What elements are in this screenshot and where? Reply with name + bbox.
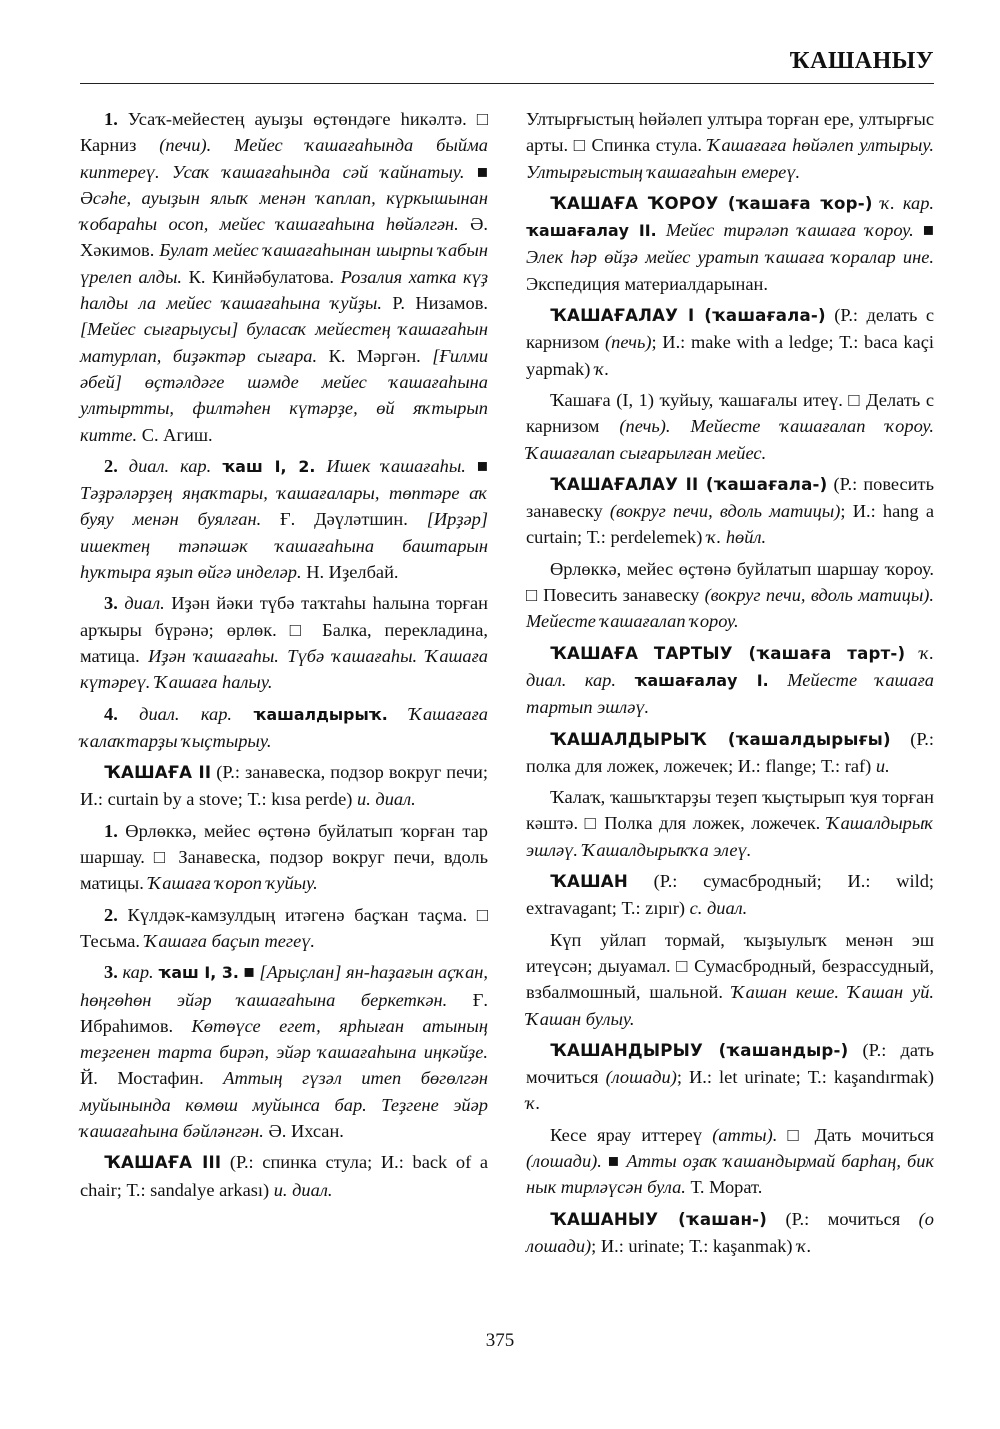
entry-paragraph <box>526 1206 934 1260</box>
text-run <box>616 670 635 690</box>
italic-run: и. диал. <box>273 1179 333 1200</box>
italic-run: ҡ. <box>526 1093 541 1114</box>
text-run <box>769 670 788 690</box>
sense-number: 2. <box>104 455 118 476</box>
italic-run: (печи). Мейес ҡашағаһында быйма киптереү. Усаҡ ҡашағаһында сәй ҡайнатыу. <box>80 135 488 182</box>
headword: ҠАШАЛДЫРЫҠ (ҡашалдырығы) <box>550 729 891 749</box>
italic-run: [Мейес сығарыусы] буласаҡ мейестең ҡашағаһын матурлап, биҙәктәр сығара. <box>80 319 488 366</box>
entry-paragraph <box>80 902 488 955</box>
headword: ҠАШАНДЫРЫУ (ҡашандыр-) <box>550 1040 849 1060</box>
entry-paragraph <box>526 640 934 721</box>
entry-paragraph <box>80 959 488 1144</box>
text-run: Экспедиция материалдарынан. <box>526 273 768 294</box>
entry-paragraph <box>526 927 934 1032</box>
text-run: Ә. Хәкимов. <box>80 214 488 261</box>
italic-run: диал. <box>117 593 165 614</box>
italic-run: [Ирҙәр] ишектең тәпәшәк ҡашағаһына баштарын һуҡтыра яҙып өйгә инделәр. <box>80 509 489 583</box>
italic-run: Ҡашан кеше. Ҡашан уй. Ҡашан булыу. <box>526 982 934 1029</box>
text-run: Өрлөккә, мейес өҫтөнә буйлатып шаршау ҡороу. □ Повесить занавеску <box>526 558 934 606</box>
entry-paragraph <box>80 818 488 897</box>
text-run: ■ <box>464 161 488 182</box>
headword: ҠАШАҒАЛАУ I (ҡашағала-) <box>550 306 826 326</box>
entry-paragraph <box>80 759 488 813</box>
cross-reference: ҡашағалау I. <box>634 670 769 690</box>
entry-paragraph <box>526 302 934 382</box>
entry-paragraph <box>80 1149 488 1203</box>
entry-paragraph <box>80 701 488 755</box>
italic-run: ҡ. <box>594 358 610 379</box>
headword: ҠАШАҒА ҠОРОУ (ҡашаға ҡор-) <box>550 193 873 213</box>
sense-number: 3. <box>104 593 118 614</box>
italic-run: и. диал. <box>357 789 416 810</box>
italic-run: Иҙән ҡашағаһы. Түбә ҡашағаһы. Ҡашаға күтәреү. Ҡашаға һалыу. <box>80 645 488 693</box>
sense-number: 3. <box>104 962 118 983</box>
text-run: (Р.: мочиться <box>767 1208 919 1229</box>
italic-run: ҡ. диал. кар. <box>526 642 934 690</box>
headword: ҠАШАҒА III <box>104 1153 222 1173</box>
text-run: (Р.: делать с карнизом <box>526 305 934 353</box>
italic-run: (атты). <box>712 1124 778 1145</box>
text-run <box>232 704 253 724</box>
sense-number: 2. <box>104 904 118 925</box>
italic-run: Ҡашалдырыҡ эшләү. Ҡашалдырыҡҡа элеү. <box>526 813 934 860</box>
text-run: (Р.: повесить занавеску <box>526 473 934 522</box>
text-run: ■ <box>601 1150 627 1171</box>
italic-run: (вокруг печи, вдоль матицы). Мейесте ҡашағалап ҡороу. <box>526 585 934 632</box>
text-run: Т. Морат. <box>685 1177 763 1198</box>
italic-run: Аттың гүзәл итеп бөгөлгән муйынында көмөш муйынса бар. Теҙгене эйәр ҡашағаһына бәйләнгән. <box>80 1068 488 1141</box>
text-run <box>388 704 409 724</box>
text-run: (Р.: сумасбродный; И.: wild; extravagant; Т.: zıpır) <box>526 871 934 919</box>
italic-run: [Арыҫлан] ян-һаҙағын аҫҡан, һөңгөһөн эйәр ҡашағаһына беркеткән. <box>80 962 488 1010</box>
text-run: К. Мәргән. <box>317 345 433 366</box>
text-run: Күлдәк-камзулдың итәгенә баҫҡан таҫма. □ Тесьма. <box>80 904 488 951</box>
italic-run: Ҡашаға ҡороп ҡуйыу. <box>148 873 318 894</box>
italic-run: Әсәһе, ауыҙын ялыҡ менән ҡаплап, күркышынан ҡобараһы осоп, мейес ҡашағаһына һөйәлгән. <box>80 187 488 235</box>
text-run: ; И.: hang a curtain; Т.: perdelemek) <box>526 501 934 548</box>
text-run: Ултырғыстың һөйәлеп ултыра торған ере, ултырғыс арты. □ Спинка стула. <box>526 109 934 156</box>
italic-run: (лошади). <box>526 1150 602 1171</box>
italic-run: Атты оҙаҡ ҡашандырмай барһаң, бик нык тирләүсән була. <box>526 1150 934 1198</box>
text-run: Усаҡ-мейестең ауыҙы өҫтөндәге һикәлтә. □ Карниз <box>80 109 488 156</box>
text-run: Ә. Ихсан. <box>263 1120 344 1141</box>
page-number: 375 <box>485 1330 515 1351</box>
italic-run: ҡ. һөйл. <box>706 527 767 548</box>
text-run: Р. Низамов. <box>382 293 488 314</box>
entry-paragraph <box>526 784 934 863</box>
text-run: ■ <box>465 455 489 476</box>
italic-run: диал. кар. <box>117 703 232 724</box>
italic-run: Ишек ҡашағаһы. <box>326 455 466 476</box>
entry-paragraph <box>526 387 934 466</box>
italic-run: Булат мейес ҡашағаһынан шырпы ҡабын үрелеп алды. <box>80 240 489 287</box>
italic-run: кар. <box>117 962 154 983</box>
text-run: Ҡашаға (I, 1) ҡуйыу, ҡашағалы итеү. □ Делать с карнизом <box>526 389 934 437</box>
entry-paragraph <box>526 1037 934 1117</box>
text-run: Күп уйлап тормай, ҡыҙыулыҡ менән эш итеүсән; дыуамал. □ Сумасбродный, безрассудный, взбалмошный, шальной. <box>526 929 934 1003</box>
sense-number: 4. <box>104 703 118 724</box>
cross-reference: ҡаш I, 2. <box>222 456 316 476</box>
cross-reference: ҡашағалау II. <box>526 221 657 241</box>
text-run: Й. Мостафин. <box>80 1068 224 1089</box>
cross-reference: ҡаш I, 3. <box>158 963 239 983</box>
text-run <box>315 456 326 476</box>
text-run: Ғ. Дәүләтшин. <box>261 509 427 530</box>
entry-paragraph <box>80 106 488 448</box>
text-run: Кесе ярау иттереү <box>550 1124 713 1145</box>
italic-run: Розалия хатка күҙ һалды ла мейес ҡашағаһына ҡуйҙы. <box>80 266 488 314</box>
headword: ҠАШАҒА ТАРТЫУ (ҡашаға тарт-) <box>550 643 906 663</box>
text-run: Н. Иҙелбай. <box>301 562 399 583</box>
italic-run: (печь). Мейесте ҡашағалап ҡороу. Ҡашағалап сығарылған мейес. <box>526 416 934 463</box>
entry-paragraph <box>526 1122 934 1201</box>
italic-run: (о лошади) <box>526 1208 934 1256</box>
text-run: (Р.: занавеска, подзор вокруг печи; И.: curtain by a stove; Т.: kısa perde) <box>80 762 488 810</box>
text-run: (Р.: полка для ложек, ложечек; И.: flange; Т.: raf) <box>526 728 934 776</box>
text-run: ■ <box>913 220 934 241</box>
italic-run: Ҡашаға баҫып тегеү. <box>144 930 316 951</box>
italic-run: (лошади) <box>605 1067 677 1088</box>
italic-run: Мейесте ҡашаға тартып эшләү. <box>526 669 934 718</box>
italic-run: диал. кар. <box>117 455 212 476</box>
entry-paragraph <box>80 453 488 585</box>
text-run: Ғ. Ибраһимов. <box>80 989 488 1036</box>
headword: ҠАШАҒА II <box>104 763 212 783</box>
italic-run: (печь) <box>605 332 652 353</box>
italic-run: [Ғилми әбей] өҫтәлдәге шәмде мейес ҡашағаһына ултыртты, филтәһен күтәрҙе, өй яҡтырып китте. <box>80 345 489 445</box>
headword: ҠАШАН <box>550 872 628 892</box>
text-run: (Р.: дать мочиться <box>526 1039 934 1088</box>
sense-number: 1. <box>104 820 118 841</box>
text-run: □ Дать мочиться <box>777 1124 934 1145</box>
text-run <box>211 456 222 476</box>
italic-run: Мейес тирәләп ҡашаға ҡороу. <box>665 220 914 241</box>
running-head: ҠАШАНЫУ <box>789 48 934 74</box>
header-rule <box>80 83 934 84</box>
text-run: ; И.: urinate; Т.: kaşanmak) <box>591 1235 798 1256</box>
right-column <box>526 106 934 1264</box>
italic-run: Ҡашағаға ҡалаҡтарҙы ҡыҫтырыу. <box>80 703 488 751</box>
entry-paragraph <box>526 556 934 635</box>
italic-run: Көтөүсе егет, ярһыған атының теҙгенен тарта бирәп, эйәр ҡашағаһына иңкәйҙе. <box>80 1015 488 1063</box>
italic-run: ҡ. <box>797 1235 812 1256</box>
headword: ҠАШАҒАЛАУ II (ҡашағала-) <box>550 474 828 494</box>
text-run: ; И.: let urinate; Т.: kaşandırmak) <box>676 1067 934 1088</box>
text-run: К. Кинйәбулатова. <box>182 266 341 287</box>
entry-paragraph <box>526 726 934 780</box>
italic-run: с. диал. <box>689 898 748 919</box>
sense-number: 1. <box>104 109 118 129</box>
entry-paragraph <box>526 106 934 185</box>
entry-paragraph <box>80 590 488 695</box>
left-column <box>80 106 488 1208</box>
entry-paragraph <box>526 868 934 922</box>
italic-run: Ҡашағаға һөйәлеп ултырыу. Ултырғыстың ҡашағаһын емереү. <box>526 135 934 182</box>
text-run <box>657 220 666 240</box>
text-run: Иҙән йәки түбә таҡтаһы һалына торған арҡыры бүрәнә; өрлөк. □ Балка, перекладина, матица. <box>80 593 488 666</box>
italic-run: ҡ. кар. <box>872 192 935 213</box>
text-run: Ҡалаҡ, ҡашыҡтарҙы теҙеп ҡыҫтырып ҡуя торған кәштә. □ Полка для ложек, ложечек. <box>526 787 934 834</box>
entry-paragraph <box>526 190 934 297</box>
italic-run: (вокруг печи, вдоль матицы) <box>609 501 841 522</box>
entry-paragraph <box>526 471 934 551</box>
text-run: ■ <box>238 962 260 983</box>
italic-run: Элек һәр өйҙә мейес уратып ҡашаға ҡоралар ине. <box>526 247 934 268</box>
text-run: (Р.: спинка стула; И.: back of a chair; Т.: sandalye arkası) <box>80 1152 488 1200</box>
italic-run: Тәҙрәләрҙең яңаҡтары, ҡашағалары, төптәре аҡ буяу менән буялған. <box>80 483 488 530</box>
cross-reference: ҡашалдырыҡ. <box>253 704 388 724</box>
text-run: ; И.: make with a ledge; Т.: baca kaçi yapmak) <box>526 332 934 379</box>
text-run: Өрлөккә, мейес өҫтөнә буйлатып ҡорған тар шаршау. □ Занавеска, подзор вокруг печи, вдоль матицы. <box>80 820 488 894</box>
headword: ҠАШАНЫУ (ҡашан-) <box>550 1209 767 1229</box>
italic-run: и. <box>875 755 890 776</box>
text-run: С. Агиш. <box>137 424 213 445</box>
